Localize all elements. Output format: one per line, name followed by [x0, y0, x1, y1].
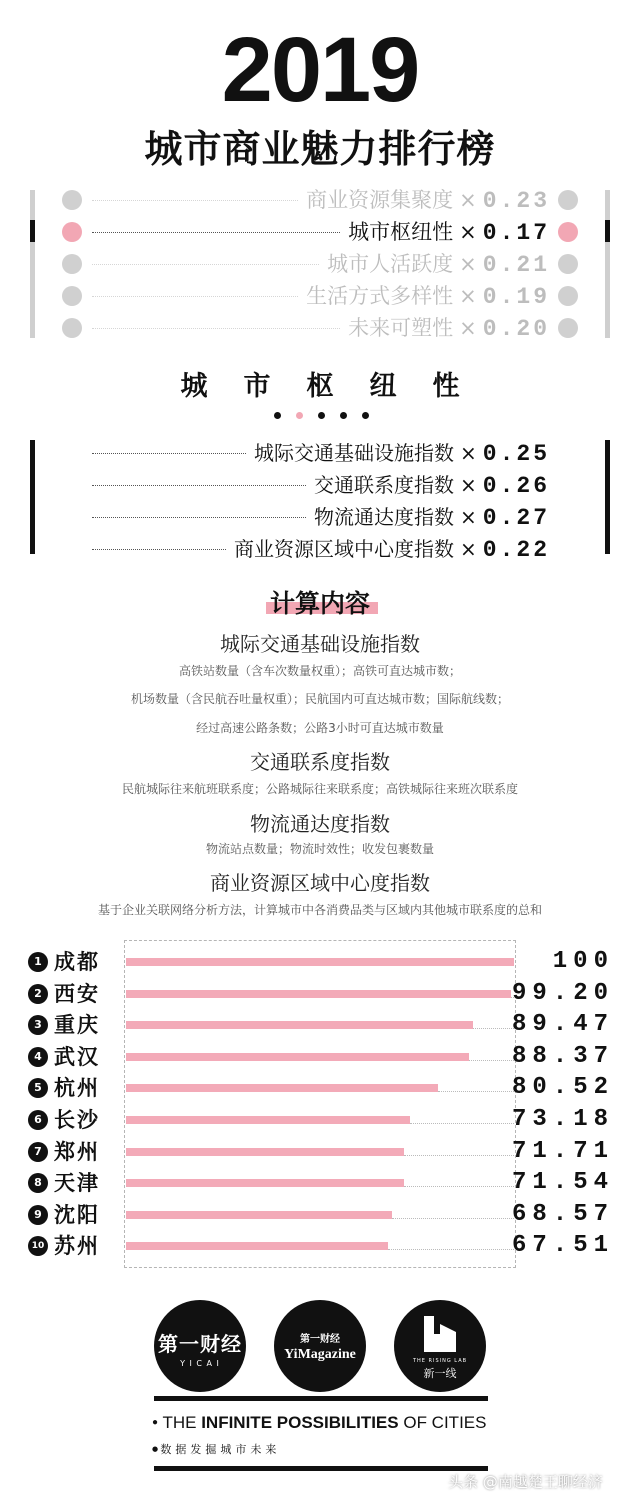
dimension-row[interactable]	[62, 219, 578, 245]
score-value: 73.18	[511, 1106, 614, 1133]
calc-desc-1-3: 经过高速公路条数；公路3小时可直达城市数量	[196, 721, 444, 735]
score-leader	[404, 1155, 514, 1156]
page-dot-4[interactable]	[340, 412, 347, 419]
score-leader	[392, 1218, 514, 1219]
page-dot-1[interactable]	[274, 412, 281, 419]
score-leader	[410, 1123, 514, 1124]
score-leader	[469, 1060, 514, 1061]
ranking-row	[28, 1106, 614, 1134]
score-bar	[126, 1242, 388, 1250]
score-value: 88.37	[511, 1042, 614, 1070]
calc-heading-2: 交通联系度指数	[250, 750, 390, 774]
score-bar	[126, 1116, 410, 1124]
right-bar-muted	[605, 190, 610, 338]
sub-index-text	[254, 440, 550, 467]
rank-badge: 7	[28, 1142, 48, 1162]
dimension-weight: 0.17	[482, 220, 550, 246]
rising-lab-mark-icon	[394, 1300, 486, 1360]
bullet-icon: ●	[152, 1417, 159, 1428]
dimension-text	[348, 315, 550, 342]
sub-left-bar	[30, 440, 35, 554]
leader-line	[92, 549, 226, 550]
city-name: 杭州	[54, 1076, 100, 1101]
dimension-label: 商业资源集聚度	[306, 188, 454, 212]
dimension-dot-left-icon	[62, 190, 82, 210]
sub-index-text	[234, 536, 550, 563]
ranking-row	[28, 1138, 614, 1166]
score-bar	[126, 1179, 404, 1187]
sub-index-label: 交通联系度指数	[314, 473, 455, 497]
sub-index-text	[314, 472, 550, 499]
rank-badge: 3	[28, 1015, 48, 1035]
sub-index-weight: 0.27	[482, 505, 550, 531]
sub-index-weight: 0.26	[482, 473, 550, 499]
sub-index-label: 城际交通基础设施指数	[254, 441, 455, 465]
city-name: 长沙	[54, 1108, 100, 1132]
rank-badge: 6	[28, 1110, 48, 1130]
year-title: 2019	[221, 19, 419, 121]
score-value: 71.71	[511, 1137, 614, 1165]
times-sign: ×	[459, 284, 477, 308]
city-name: 西安	[54, 981, 100, 1006]
ranking-row	[28, 1169, 614, 1197]
calc-title: 计算内容	[269, 589, 370, 618]
sub-index-label: 商业资源区域中心度指数	[234, 537, 455, 561]
right-bar-active	[605, 220, 610, 242]
rising-lab-logo-sub: THE RISING LAB	[412, 1358, 468, 1364]
leader-line	[92, 485, 306, 486]
score-bar	[126, 1148, 404, 1156]
times-sign: ×	[459, 188, 477, 212]
yimagazine-logo-text: 第一财经	[300, 1334, 340, 1345]
dimension-dot-right-icon	[558, 190, 578, 210]
sub-index-row	[92, 504, 550, 530]
sub-index-weight: 0.25	[482, 441, 550, 467]
page-title: 城市商业魅力排行榜	[144, 127, 496, 171]
dimension-text	[327, 251, 550, 278]
dimension-text	[306, 283, 550, 310]
dimension-dot-right-icon	[558, 254, 578, 274]
rank-badge: 2	[28, 984, 48, 1004]
ranking-row	[28, 1074, 614, 1102]
left-bar-muted	[30, 190, 35, 338]
ranking-row	[28, 980, 614, 1008]
score-value: 99.20	[511, 979, 614, 1007]
city-name: 郑州	[54, 1139, 100, 1164]
score-bar	[126, 1084, 438, 1092]
ranking-row	[28, 948, 614, 976]
leader-line	[92, 200, 298, 201]
dimension-row[interactable]	[62, 187, 578, 213]
yimagazine-logo-sub: YiMagazine	[284, 1347, 356, 1362]
sub-index-weight: 0.22	[482, 537, 550, 563]
sub-index-row	[92, 440, 550, 466]
calc-heading-1: 城际交通基础设施指数	[220, 632, 420, 656]
yimagazine-logo	[274, 1300, 366, 1392]
city-name: 苏州	[54, 1234, 100, 1259]
score-leader	[404, 1186, 514, 1187]
page-dot-3[interactable]	[318, 412, 325, 419]
section-title: 城市枢纽性	[180, 371, 496, 402]
rank-badge: 10	[28, 1236, 48, 1256]
calc-heading-3: 物流通达度指数	[250, 812, 390, 836]
yicai-logo-text: 第一财经	[158, 1332, 242, 1356]
rank-badge: 1	[28, 952, 48, 972]
left-bar-active	[30, 220, 35, 242]
sub-index-text	[314, 504, 550, 531]
dimension-dot-right-icon	[558, 286, 578, 306]
times-sign: ×	[460, 505, 477, 529]
dimension-dot-left-icon	[62, 222, 82, 242]
calc-desc-3-1: 物流站点数量；物流时效性；收发包裹数量	[205, 842, 434, 856]
score-leader	[388, 1249, 514, 1250]
score-value: 80.52	[511, 1074, 614, 1102]
rank-badge: 8	[28, 1173, 48, 1193]
bullet-icon: ●	[152, 1445, 161, 1453]
score-bar	[126, 1053, 469, 1061]
city-name: 重庆	[54, 1013, 100, 1038]
city-name: 武汉	[54, 1044, 100, 1069]
leader-line	[92, 328, 340, 329]
footer-rule-top	[154, 1396, 488, 1401]
times-sign: ×	[460, 473, 477, 497]
score-bar	[126, 1211, 392, 1219]
times-sign: ×	[460, 537, 477, 561]
sub-index-row	[92, 472, 550, 498]
page-indicator[interactable]	[274, 412, 369, 419]
score-value: 71.54	[511, 1169, 614, 1197]
sub-right-bar	[605, 440, 610, 554]
calc-desc-2-1: 民航城际往来航班联系度；公路城际往来联系度；高铁城际往来班次联系度	[121, 782, 518, 796]
footer-rule-bottom	[154, 1466, 488, 1471]
ranking-row	[28, 1043, 614, 1071]
rank-badge: 5	[28, 1078, 48, 1098]
score-leader	[438, 1091, 514, 1092]
ranking-row	[28, 1232, 614, 1260]
score-value: 68.57	[511, 1200, 614, 1228]
tagline-post: OF CITIES	[398, 1413, 487, 1432]
calc-desc-4-1: 基于企业关联网络分析方法，计算城市中各消费品类与区域内其他城市联系度的总和	[97, 903, 542, 917]
footer-tagline	[152, 1413, 486, 1433]
slogan-text: 数据发掘城市未来	[160, 1443, 281, 1456]
times-sign: ×	[459, 316, 477, 340]
leader-line	[92, 296, 298, 297]
ranking-row	[28, 1201, 614, 1229]
score-value: 67.51	[511, 1232, 614, 1260]
dimension-row[interactable]	[62, 315, 578, 341]
dimension-row[interactable]	[62, 251, 578, 277]
dimension-label: 城市枢纽性	[348, 220, 454, 244]
ranking-row	[28, 1011, 614, 1039]
leader-line	[92, 453, 246, 454]
times-sign: ×	[459, 220, 477, 244]
dimension-dot-left-icon	[62, 286, 82, 306]
dimension-label: 城市人活跃度	[327, 252, 454, 276]
times-sign: ×	[459, 252, 477, 276]
footer-slogan	[152, 1441, 280, 1457]
score-bar	[126, 958, 514, 966]
yicai-logo-sub: Y I C A I	[180, 1359, 220, 1368]
times-sign: ×	[460, 441, 477, 465]
score-value: 100	[552, 948, 614, 975]
city-name: 沈阳	[54, 1202, 100, 1227]
score-leader	[473, 1028, 514, 1029]
score-bar	[126, 990, 511, 998]
dimension-row[interactable]	[62, 283, 578, 309]
calc-heading-4: 商业资源区域中心度指数	[210, 871, 430, 895]
watermark: 头条 @南越楚王聊经济	[448, 1473, 603, 1491]
yicai-logo	[154, 1300, 246, 1392]
rising-lab-logo-text: 新一线	[423, 1367, 457, 1380]
dimension-dot-left-icon	[62, 318, 82, 338]
dimension-weight: 0.19	[482, 284, 550, 310]
dimension-text	[348, 219, 550, 246]
calc-desc-1-1: 高铁站数量（含车次数量权重）；高铁可直达城市数；	[178, 664, 461, 678]
city-name: 天津	[54, 1171, 100, 1196]
city-name: 成都	[54, 950, 100, 974]
page-dot-5[interactable]	[362, 412, 369, 419]
tagline-pre: THE	[162, 1413, 202, 1432]
dimension-weight: 0.20	[482, 316, 550, 342]
leader-line	[92, 264, 319, 265]
sub-index-row	[92, 536, 550, 562]
score-bar	[126, 1021, 473, 1029]
leader-line	[92, 232, 340, 233]
dimension-dot-right-icon	[558, 222, 578, 242]
rank-badge: 4	[28, 1047, 48, 1067]
sub-index-label: 物流通达度指数	[314, 505, 455, 529]
dimension-dot-left-icon	[62, 254, 82, 274]
tagline-bold: INFINITE POSSIBILITIES	[201, 1413, 399, 1432]
dimension-label: 未来可塑性	[348, 316, 454, 340]
rank-badge: 9	[28, 1205, 48, 1225]
leader-line	[92, 517, 306, 518]
page-dot-2-active[interactable]	[296, 412, 303, 419]
dimension-weight: 0.21	[482, 252, 550, 278]
dimension-weight: 0.23	[482, 188, 550, 214]
score-value: 89.47	[511, 1011, 614, 1039]
calc-desc-1-2: 机场数量（含民航吞吐量权重）；民航国内可直达城市数；国际航线数；	[130, 692, 509, 706]
dimension-text	[306, 187, 550, 214]
dimension-label: 生活方式多样性	[306, 284, 454, 308]
dimension-dot-right-icon	[558, 318, 578, 338]
rising-lab-logo	[394, 1300, 486, 1392]
